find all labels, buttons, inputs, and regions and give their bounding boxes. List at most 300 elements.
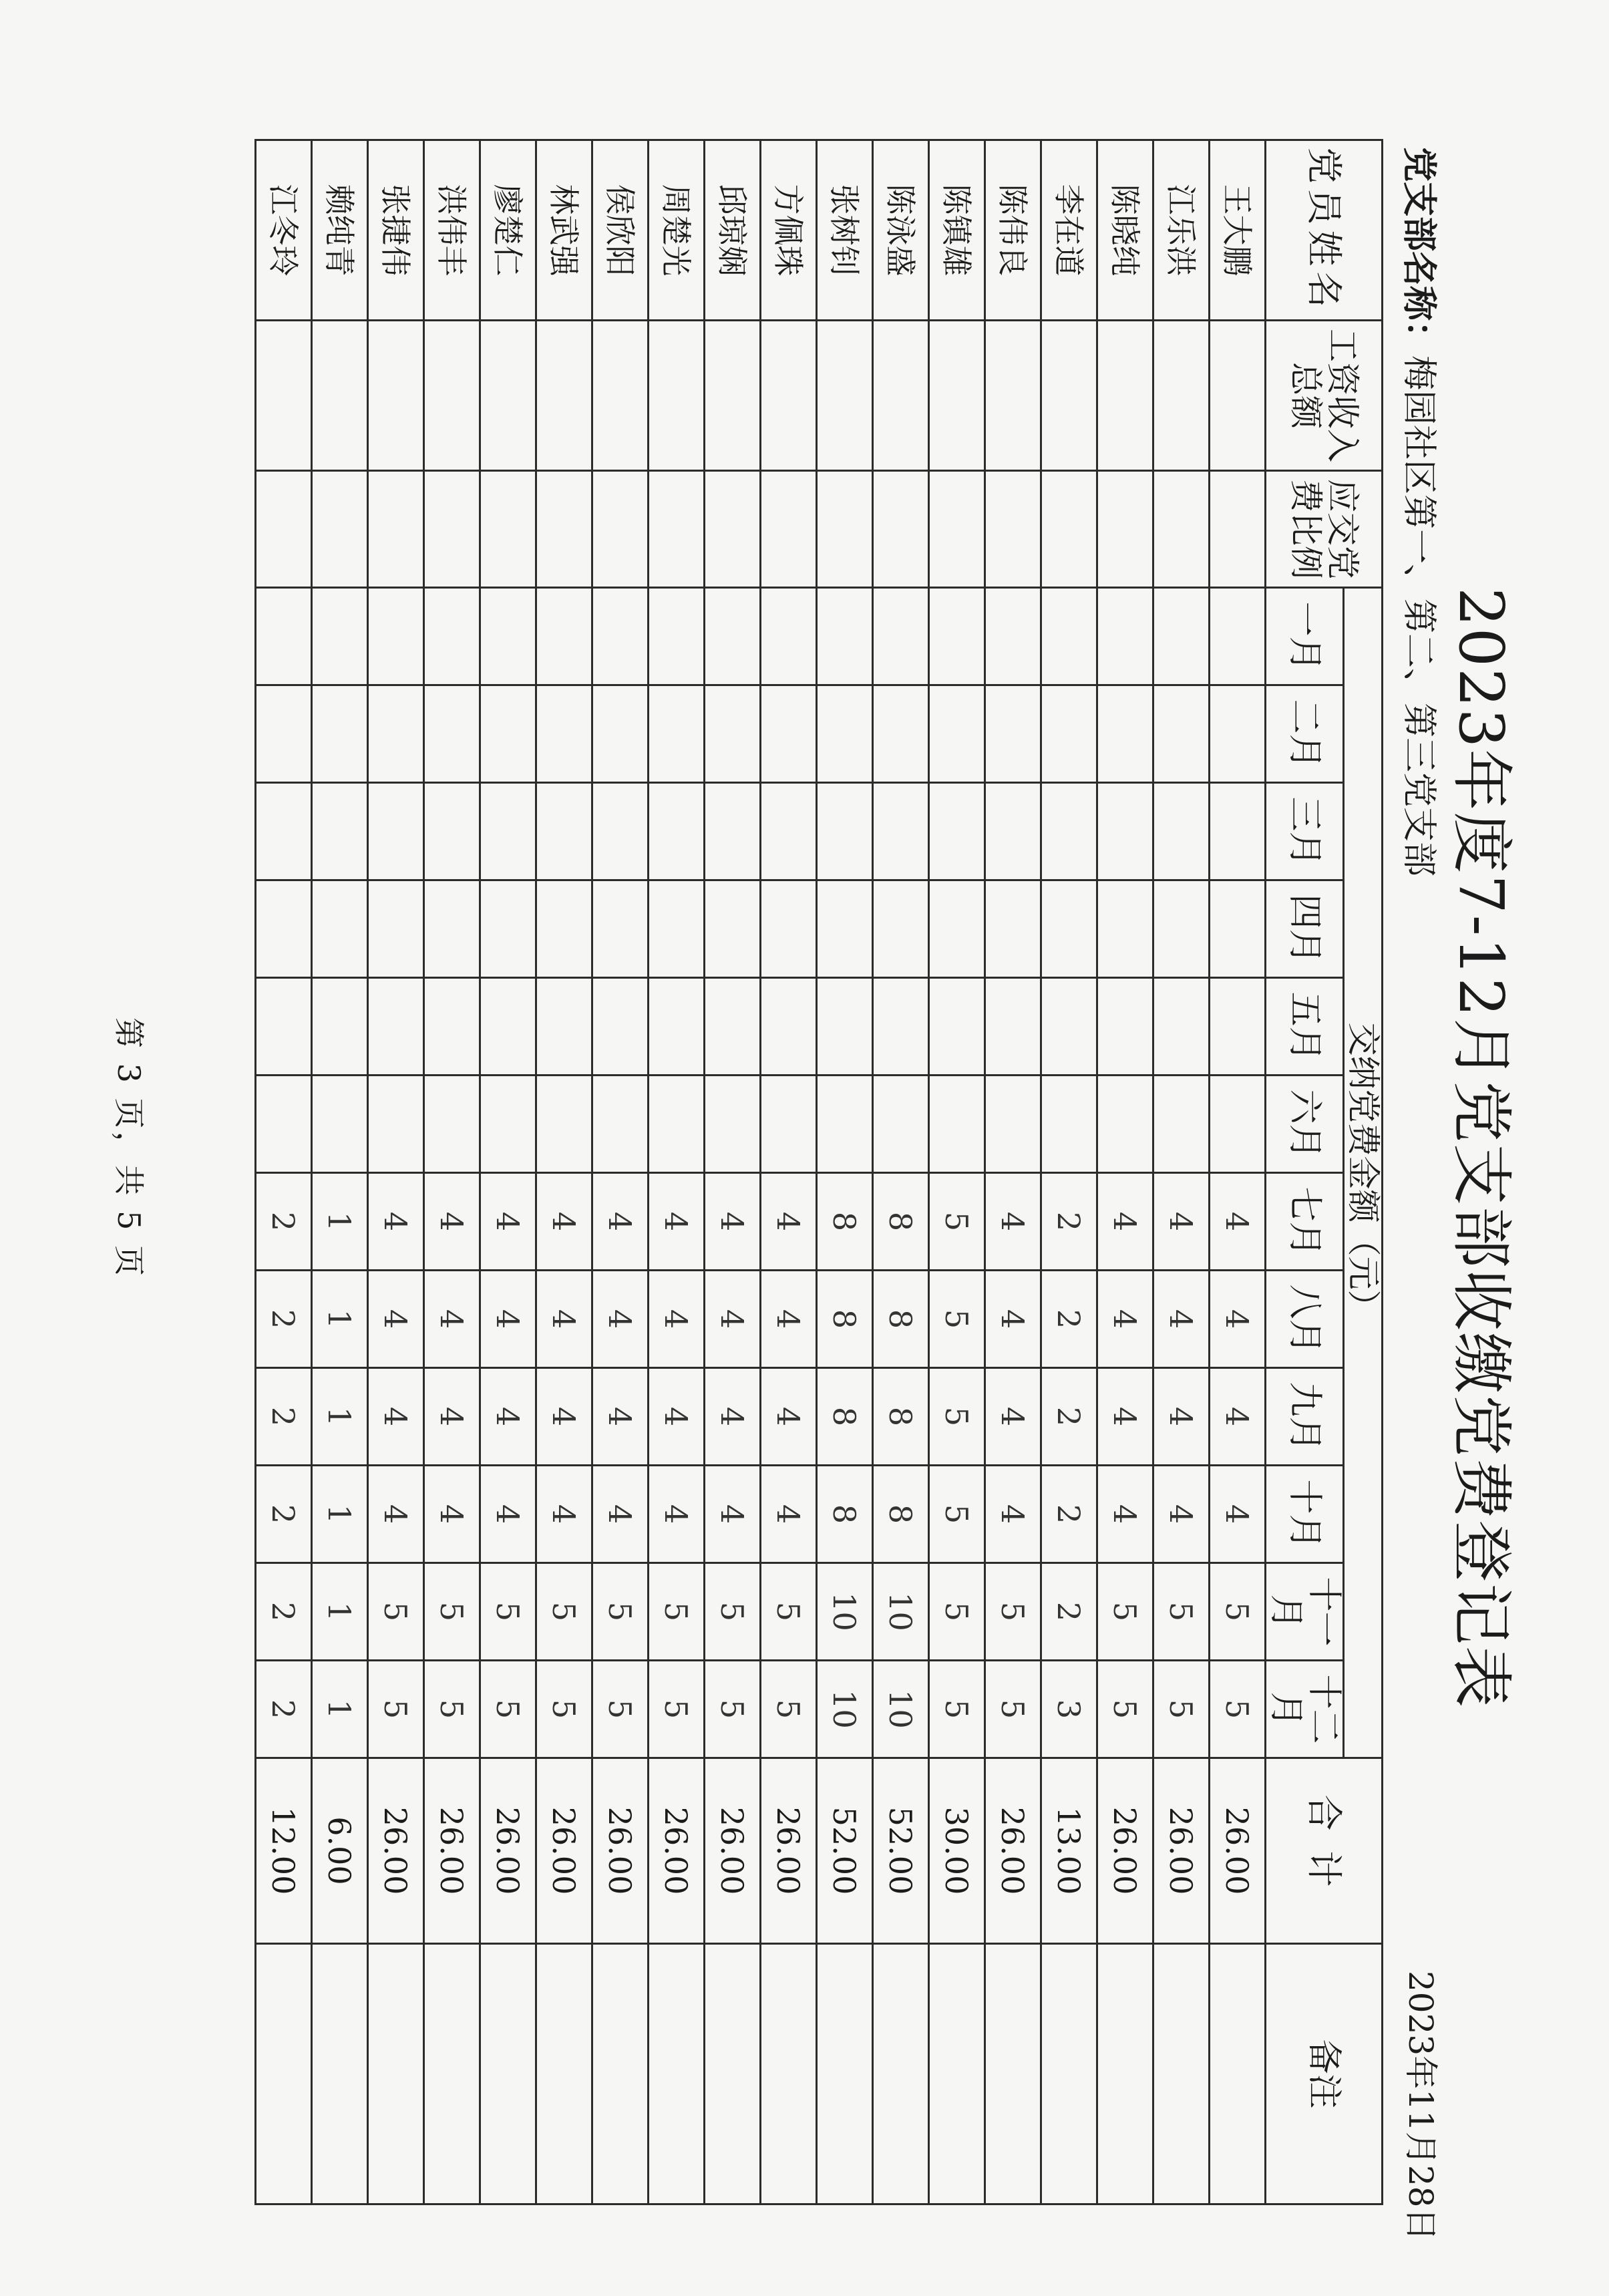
header-month-11: 十一月 [1265, 1563, 1343, 1661]
cell-m3 [1153, 783, 1209, 880]
cell-m1 [1041, 588, 1097, 685]
cell-m2 [311, 685, 367, 783]
table-row [1097, 140, 1153, 2204]
cell-m9: 4 [423, 1368, 480, 1466]
header-note: 备注 [1265, 1944, 1382, 2204]
cell-m1 [1209, 588, 1265, 685]
cell-m9: 8 [816, 1368, 872, 1466]
header-total: 合计 [1265, 1758, 1382, 1944]
cell-name: 陈镇雄 [928, 140, 985, 321]
cell-note [760, 1944, 816, 2204]
cell-m1 [1097, 588, 1153, 685]
cell-m11: 2 [1041, 1563, 1097, 1661]
cell-ratio [816, 471, 872, 588]
table-row [872, 140, 928, 2204]
header-month-7: 七月 [1265, 1173, 1343, 1271]
header-dues-amount-group: 交纳党费金额（元） [1344, 588, 1383, 1758]
cell-m6 [760, 1076, 816, 1173]
cell-m5 [423, 978, 480, 1076]
cell-m12: 5 [592, 1661, 648, 1758]
cell-m12: 5 [704, 1661, 760, 1758]
header-dues-ratio: 应交党费比例 [1265, 471, 1382, 588]
cell-note [1041, 1944, 1097, 2204]
cell-m3 [480, 783, 536, 880]
cell-m5 [480, 978, 536, 1076]
header-member-name: 党员姓名 [1265, 140, 1382, 321]
cell-wage [311, 321, 367, 471]
cell-ratio [872, 471, 928, 588]
cell-ratio [704, 471, 760, 588]
header-month-4: 四月 [1265, 880, 1343, 978]
cell-m7: 8 [816, 1173, 872, 1271]
cell-m4 [985, 880, 1041, 978]
cell-m11: 5 [367, 1563, 423, 1661]
cell-m4 [592, 880, 648, 978]
cell-total: 52.00 [816, 1758, 872, 1944]
cell-total: 52.00 [872, 1758, 928, 1944]
cell-m12: 5 [367, 1661, 423, 1758]
cell-m9: 8 [872, 1368, 928, 1466]
cell-m2 [1041, 685, 1097, 783]
dues-register-table [254, 139, 1383, 2205]
header-month-10: 十月 [1265, 1466, 1343, 1563]
cell-name: 周楚光 [648, 140, 704, 321]
cell-m11: 2 [255, 1563, 311, 1661]
cell-ratio [423, 471, 480, 588]
cell-m7: 2 [1041, 1173, 1097, 1271]
cell-m8: 4 [985, 1271, 1041, 1368]
cell-wage [536, 321, 592, 471]
cell-m8: 4 [480, 1271, 536, 1368]
cell-m5 [592, 978, 648, 1076]
cell-m11: 5 [536, 1563, 592, 1661]
cell-m7: 4 [648, 1173, 704, 1271]
cell-m2 [985, 685, 1041, 783]
cell-m3 [367, 783, 423, 880]
cell-m10: 4 [704, 1466, 760, 1563]
cell-m12: 10 [816, 1661, 872, 1758]
cell-ratio [536, 471, 592, 588]
cell-m6 [311, 1076, 367, 1173]
cell-m4 [872, 880, 928, 978]
cell-m2 [816, 685, 872, 783]
cell-m10: 1 [311, 1466, 367, 1563]
cell-m7: 4 [1097, 1173, 1153, 1271]
cell-m4 [480, 880, 536, 978]
cell-wage [648, 321, 704, 471]
cell-m9: 4 [648, 1368, 704, 1466]
cell-m2 [255, 685, 311, 783]
table-row [816, 140, 872, 2204]
cell-wage [985, 321, 1041, 471]
cell-wage [928, 321, 985, 471]
cell-m4 [367, 880, 423, 978]
cell-m4 [704, 880, 760, 978]
cell-m6 [816, 1076, 872, 1173]
branch-label: 党支部名称： [1399, 147, 1439, 356]
table-row [1041, 140, 1097, 2204]
cell-m4 [536, 880, 592, 978]
cell-m2 [1097, 685, 1153, 783]
header-month-8: 八月 [1265, 1271, 1343, 1368]
cell-m10: 4 [648, 1466, 704, 1563]
table-row [985, 140, 1041, 2204]
cell-note [311, 1944, 367, 2204]
cell-m11: 5 [1153, 1563, 1209, 1661]
cell-m10: 4 [760, 1466, 816, 1563]
cell-m11: 5 [423, 1563, 480, 1661]
header-month-5: 五月 [1265, 978, 1343, 1076]
cell-note [1153, 1944, 1209, 2204]
cell-m6 [1153, 1076, 1209, 1173]
cell-name: 张树钊 [816, 140, 872, 321]
header-wage-total: 工资收入总额 [1265, 321, 1382, 471]
cell-name: 方佩珠 [760, 140, 816, 321]
cell-total: 6.00 [311, 1758, 367, 1944]
cell-m5 [255, 978, 311, 1076]
cell-m3 [816, 783, 872, 880]
cell-name: 陈泳盛 [872, 140, 928, 321]
cell-m7: 4 [480, 1173, 536, 1271]
cell-m5 [816, 978, 872, 1076]
cell-m1 [648, 588, 704, 685]
cell-m10: 2 [255, 1466, 311, 1563]
cell-m1 [872, 588, 928, 685]
cell-m9: 4 [480, 1368, 536, 1466]
cell-m5 [704, 978, 760, 1076]
cell-wage [1041, 321, 1097, 471]
cell-m5 [872, 978, 928, 1076]
cell-note [480, 1944, 536, 2204]
cell-m7: 1 [311, 1173, 367, 1271]
cell-m6 [367, 1076, 423, 1173]
cell-m7: 4 [536, 1173, 592, 1271]
cell-note [423, 1944, 480, 2204]
cell-m1 [423, 588, 480, 685]
cell-wage [480, 321, 536, 471]
cell-m5 [311, 978, 367, 1076]
cell-m11: 5 [985, 1563, 1041, 1661]
cell-m2 [648, 685, 704, 783]
cell-m4 [1041, 880, 1097, 978]
cell-total: 26.00 [1209, 1758, 1265, 1944]
cell-m10: 4 [592, 1466, 648, 1563]
cell-total: 30.00 [928, 1758, 985, 1944]
header-month-9: 九月 [1265, 1368, 1343, 1466]
cell-total: 26.00 [648, 1758, 704, 1944]
table-row [367, 140, 423, 2204]
cell-ratio [592, 471, 648, 588]
cell-m12: 5 [760, 1661, 816, 1758]
cell-m9: 2 [255, 1368, 311, 1466]
cell-m7: 4 [985, 1173, 1041, 1271]
cell-total: 12.00 [255, 1758, 311, 1944]
cell-m4 [928, 880, 985, 978]
cell-m12: 3 [1041, 1661, 1097, 1758]
cell-note [592, 1944, 648, 2204]
table-row [480, 140, 536, 2204]
cell-m3 [536, 783, 592, 880]
table-row [423, 140, 480, 2204]
cell-m11: 5 [1209, 1563, 1265, 1661]
cell-total: 26.00 [480, 1758, 536, 1944]
cell-m2 [760, 685, 816, 783]
cell-m1 [367, 588, 423, 685]
cell-m8: 2 [255, 1271, 311, 1368]
cell-m8: 5 [928, 1271, 985, 1368]
cell-m4 [816, 880, 872, 978]
cell-m1 [1153, 588, 1209, 685]
cell-m1 [255, 588, 311, 685]
cell-m10: 8 [816, 1466, 872, 1563]
cell-wage [592, 321, 648, 471]
header-month-12: 十二月 [1265, 1661, 1343, 1758]
cell-m9: 4 [592, 1368, 648, 1466]
cell-m8: 8 [816, 1271, 872, 1368]
document-date: 2023年11月28日 [1401, 1971, 1440, 2241]
cell-wage [1097, 321, 1153, 471]
cell-m11: 5 [1097, 1563, 1153, 1661]
cell-m11: 5 [928, 1563, 985, 1661]
cell-m12: 5 [648, 1661, 704, 1758]
cell-m10: 5 [928, 1466, 985, 1563]
cell-m5 [1209, 978, 1265, 1076]
cell-name: 张捷伟 [367, 140, 423, 321]
cell-m5 [928, 978, 985, 1076]
table-row [648, 140, 704, 2204]
cell-total: 26.00 [536, 1758, 592, 1944]
cell-m5 [1041, 978, 1097, 1076]
cell-m4 [311, 880, 367, 978]
cell-m4 [760, 880, 816, 978]
cell-m8: 2 [1041, 1271, 1097, 1368]
cell-m12: 5 [985, 1661, 1041, 1758]
cell-ratio [255, 471, 311, 588]
cell-wage [367, 321, 423, 471]
cell-total: 26.00 [704, 1758, 760, 1944]
cell-m9: 4 [536, 1368, 592, 1466]
cell-m3 [648, 783, 704, 880]
cell-total: 26.00 [592, 1758, 648, 1944]
cell-m8: 4 [1153, 1271, 1209, 1368]
cell-m6 [928, 1076, 985, 1173]
cell-m2 [423, 685, 480, 783]
cell-m10: 4 [480, 1466, 536, 1563]
cell-m9: 4 [367, 1368, 423, 1466]
cell-m9: 4 [1097, 1368, 1153, 1466]
cell-note [367, 1944, 423, 2204]
cell-m5 [1153, 978, 1209, 1076]
cell-m7: 4 [704, 1173, 760, 1271]
cell-m7: 4 [367, 1173, 423, 1271]
table-row [255, 140, 311, 2204]
cell-wage [1209, 321, 1265, 471]
cell-m3 [872, 783, 928, 880]
cell-m4 [1097, 880, 1153, 978]
cell-m4 [1209, 880, 1265, 978]
cell-m8: 4 [423, 1271, 480, 1368]
cell-m7: 4 [423, 1173, 480, 1271]
cell-m7: 4 [760, 1173, 816, 1271]
cell-m1 [928, 588, 985, 685]
cell-m3 [255, 783, 311, 880]
cell-total: 26.00 [760, 1758, 816, 1944]
cell-note [816, 1944, 872, 2204]
cell-note [648, 1944, 704, 2204]
cell-m6 [423, 1076, 480, 1173]
cell-m11: 10 [816, 1563, 872, 1661]
cell-name: 江冬玲 [255, 140, 311, 321]
cell-wage [816, 321, 872, 471]
cell-m5 [536, 978, 592, 1076]
cell-m8: 4 [592, 1271, 648, 1368]
cell-m7: 4 [592, 1173, 648, 1271]
cell-m12: 5 [1153, 1661, 1209, 1758]
cell-m10: 8 [872, 1466, 928, 1563]
cell-m5 [985, 978, 1041, 1076]
cell-total: 26.00 [367, 1758, 423, 1944]
cell-m6 [1041, 1076, 1097, 1173]
cell-m7: 2 [255, 1173, 311, 1271]
cell-total: 26.00 [1097, 1758, 1153, 1944]
branch-name: 梅园社区第一、第二、第三党支部 [1399, 355, 1439, 877]
cell-m10: 4 [1209, 1466, 1265, 1563]
cell-m12: 5 [1097, 1661, 1153, 1758]
cell-wage [704, 321, 760, 471]
cell-m12: 2 [255, 1661, 311, 1758]
cell-m10: 4 [985, 1466, 1041, 1563]
cell-ratio [367, 471, 423, 588]
cell-name: 李在道 [1041, 140, 1097, 321]
cell-m12: 5 [423, 1661, 480, 1758]
cell-wage [255, 321, 311, 471]
cell-m3 [760, 783, 816, 880]
cell-m1 [816, 588, 872, 685]
cell-m10: 4 [1153, 1466, 1209, 1563]
cell-m6 [648, 1076, 704, 1173]
cell-name: 陈伟良 [985, 140, 1041, 321]
cell-m7: 8 [872, 1173, 928, 1271]
table-row [1209, 140, 1265, 2204]
cell-m12: 1 [311, 1661, 367, 1758]
cell-name: 邱琼娴 [704, 140, 760, 321]
cell-m6 [1209, 1076, 1265, 1173]
cell-m10: 4 [1097, 1466, 1153, 1563]
cell-m5 [1097, 978, 1153, 1076]
cell-total: 26.00 [423, 1758, 480, 1944]
cell-m12: 5 [928, 1661, 985, 1758]
cell-name: 赖纯青 [311, 140, 367, 321]
cell-name: 陈晓纯 [1097, 140, 1153, 321]
cell-total: 13.00 [1041, 1758, 1097, 1944]
cell-note [872, 1944, 928, 2204]
cell-m2 [592, 685, 648, 783]
cell-m6 [255, 1076, 311, 1173]
cell-wage [423, 321, 480, 471]
cell-m1 [592, 588, 648, 685]
table-row [536, 140, 592, 2204]
cell-ratio [1209, 471, 1265, 588]
cell-m9: 4 [704, 1368, 760, 1466]
cell-m6 [480, 1076, 536, 1173]
cell-m8: 4 [760, 1271, 816, 1368]
cell-name: 林武强 [536, 140, 592, 321]
cell-name: 侯欣阳 [592, 140, 648, 321]
cell-m11: 5 [648, 1563, 704, 1661]
cell-m11: 10 [872, 1563, 928, 1661]
header-month-2: 二月 [1265, 685, 1343, 783]
cell-ratio [1097, 471, 1153, 588]
cell-m9: 5 [928, 1368, 985, 1466]
cell-m3 [311, 783, 367, 880]
member-rows [255, 140, 1265, 2204]
cell-m5 [760, 978, 816, 1076]
cell-name: 江乐洪 [1153, 140, 1209, 321]
cell-wage [1153, 321, 1209, 471]
cell-m8: 4 [367, 1271, 423, 1368]
cell-m7: 4 [1209, 1173, 1265, 1271]
cell-m8: 4 [648, 1271, 704, 1368]
cell-m8: 4 [1209, 1271, 1265, 1368]
cell-m2 [480, 685, 536, 783]
cell-m11: 5 [760, 1563, 816, 1661]
cell-ratio [480, 471, 536, 588]
cell-ratio [928, 471, 985, 588]
cell-m6 [536, 1076, 592, 1173]
document-title: 2023年度7-12月党支部收缴党费登记表 [1445, 587, 1517, 1709]
cell-m2 [1153, 685, 1209, 783]
table-row [928, 140, 985, 2204]
cell-m3 [928, 783, 985, 880]
cell-name: 廖楚仁 [480, 140, 536, 321]
cell-m11: 5 [704, 1563, 760, 1661]
cell-note [536, 1944, 592, 2204]
cell-ratio [1041, 471, 1097, 588]
cell-note [255, 1944, 311, 2204]
table-row [592, 140, 648, 2204]
cell-wage [760, 321, 816, 471]
cell-m6 [704, 1076, 760, 1173]
cell-m3 [592, 783, 648, 880]
cell-m9: 4 [760, 1368, 816, 1466]
cell-m9: 4 [1209, 1368, 1265, 1466]
cell-m1 [760, 588, 816, 685]
cell-m8: 1 [311, 1271, 367, 1368]
cell-m8: 4 [1097, 1271, 1153, 1368]
cell-note [704, 1944, 760, 2204]
cell-m12: 5 [1209, 1661, 1265, 1758]
cell-m1 [704, 588, 760, 685]
page-footer: 第 3 页，共 5 页 [111, 1017, 147, 1279]
cell-m2 [1209, 685, 1265, 783]
cell-name: 洪伟丰 [423, 140, 480, 321]
cell-m8: 4 [536, 1271, 592, 1368]
cell-ratio [1153, 471, 1209, 588]
table-row [311, 140, 367, 2204]
cell-m6 [985, 1076, 1041, 1173]
cell-m2 [704, 685, 760, 783]
cell-note [1209, 1944, 1265, 2204]
cell-m3 [1209, 783, 1265, 880]
cell-m12: 10 [872, 1661, 928, 1758]
cell-m6 [1097, 1076, 1153, 1173]
cell-m5 [648, 978, 704, 1076]
table-row [760, 140, 816, 2204]
cell-m1 [480, 588, 536, 685]
cell-m10: 4 [367, 1466, 423, 1563]
cell-m11: 5 [480, 1563, 536, 1661]
cell-note [985, 1944, 1041, 2204]
